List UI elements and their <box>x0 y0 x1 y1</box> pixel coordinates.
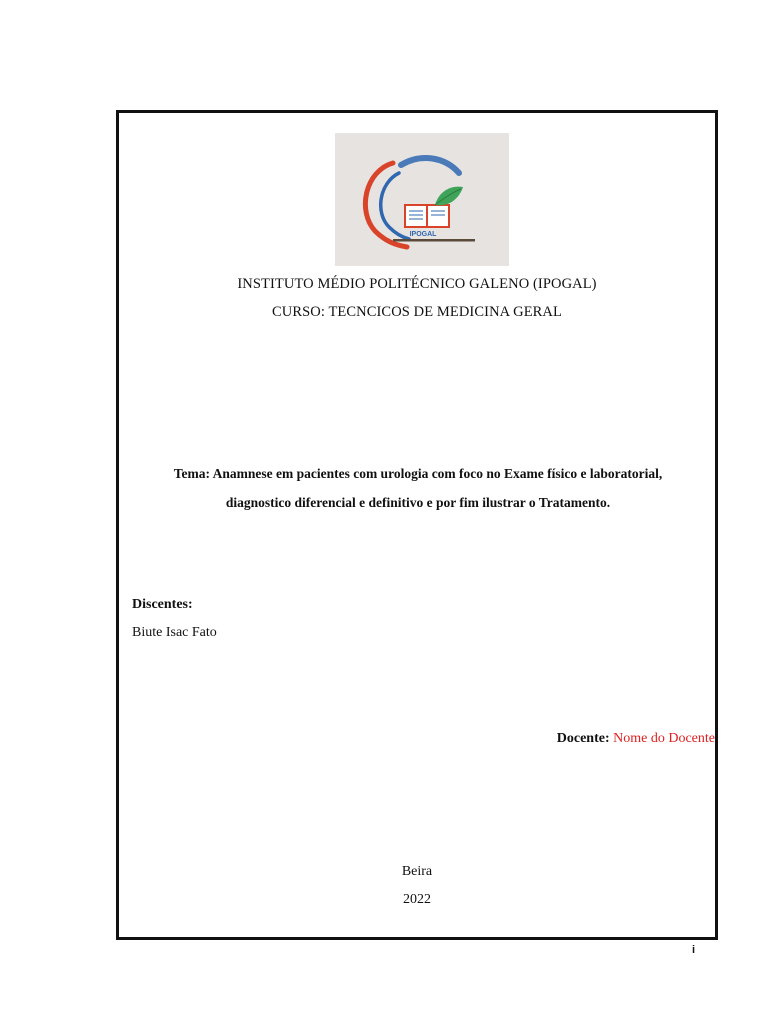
theme-block <box>143 459 693 517</box>
institute-name: INSTITUTO MÉDIO POLITÉCNICO GALENO (IPOGAL) <box>237 276 597 292</box>
institute-logo <box>335 133 509 266</box>
teacher-label: Docente: <box>556 731 610 746</box>
city: Beira <box>401 864 433 879</box>
year: 2022 <box>403 892 431 907</box>
page-number: i <box>692 944 696 956</box>
students-label: Discentes: <box>132 597 193 612</box>
theme-text: Anamnese em pacientes com urologia com foco no Exame físico e laboratorial, diagnostico diferencial e definitivo e por fim ilustrar o Tratamento. <box>212 466 663 510</box>
course-name: CURSO: TECNCICOS DE MEDICINA GERAL <box>272 304 562 320</box>
theme-label: Tema: <box>173 466 210 481</box>
teacher-name: Nome do Docente <box>613 731 715 746</box>
page-frame <box>116 110 718 940</box>
teacher-line <box>557 731 715 747</box>
student-name: Biute Isac Fato <box>132 625 217 640</box>
logo-wordmark: IPOGAL <box>409 231 437 238</box>
